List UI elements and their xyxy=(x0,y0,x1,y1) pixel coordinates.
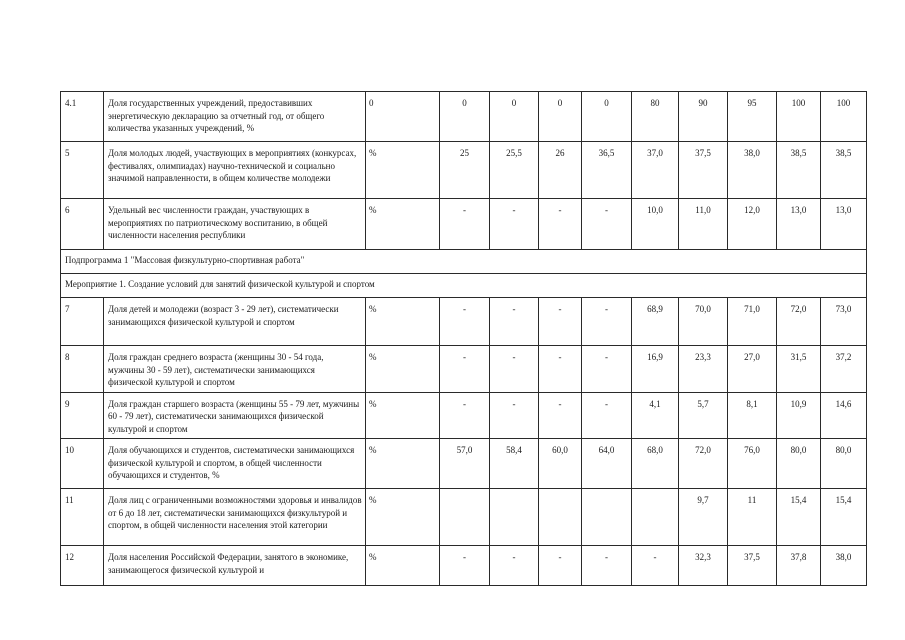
unit-cell: % xyxy=(366,142,440,199)
value-cell xyxy=(632,489,679,546)
value-cell: 37,0 xyxy=(632,142,679,199)
value-cell: 12,0 xyxy=(728,199,777,250)
indicator-name: Доля детей и молодежи (возраст 3 - 29 лет), систематически занимающихся физической культурой и спортом xyxy=(104,298,366,346)
value-cell: - xyxy=(490,546,539,586)
unit-cell: % xyxy=(366,346,440,393)
value-cell: - xyxy=(632,546,679,586)
value-cell: - xyxy=(539,199,582,250)
indicator-name: Доля граждан среднего возраста (женщины 30 - 54 года, мужчины 30 - 59 лет), систематически занимающихся физической культурой и спортом xyxy=(104,346,366,393)
value-cell: 0 xyxy=(440,92,490,142)
value-cell: 23,3 xyxy=(679,346,728,393)
value-cell: 32,3 xyxy=(679,546,728,586)
unit-cell: % xyxy=(366,199,440,250)
value-cell: 26 xyxy=(539,142,582,199)
value-cell: 73,0 xyxy=(821,298,867,346)
value-cell: 68,0 xyxy=(632,439,679,489)
value-cell: - xyxy=(440,346,490,393)
value-cell: - xyxy=(582,298,632,346)
table-row xyxy=(61,298,867,346)
value-cell: - xyxy=(539,392,582,439)
value-cell: 60,0 xyxy=(539,439,582,489)
value-cell: 36,5 xyxy=(582,142,632,199)
value-cell xyxy=(582,489,632,546)
table-row xyxy=(61,546,867,586)
value-cell: - xyxy=(582,346,632,393)
unit-cell: % xyxy=(366,439,440,489)
value-cell: 72,0 xyxy=(679,439,728,489)
row-number: 11 xyxy=(61,489,104,546)
value-cell: - xyxy=(490,346,539,393)
table-row xyxy=(61,439,867,489)
value-cell: 38,5 xyxy=(777,142,821,199)
value-cell: - xyxy=(440,546,490,586)
value-cell: - xyxy=(490,199,539,250)
value-cell: 80,0 xyxy=(821,439,867,489)
indicator-name: Доля обучающихся и студентов, систематически занимающихся физической культурой и спортом, в общей численности обучающихся и студентов, % xyxy=(104,439,366,489)
value-cell: - xyxy=(539,298,582,346)
section-title: Подпрограмма 1 "Массовая физкультурно-спортивная работа" xyxy=(61,250,867,274)
value-cell: 80 xyxy=(632,92,679,142)
value-cell: 14,6 xyxy=(821,392,867,439)
value-cell: 13,0 xyxy=(821,199,867,250)
value-cell: 64,0 xyxy=(582,439,632,489)
value-cell: 68,9 xyxy=(632,298,679,346)
value-cell: 10,9 xyxy=(777,392,821,439)
table-row xyxy=(61,392,867,439)
indicator-name: Доля молодых людей, участвующих в мероприятиях (конкурсах, фестивалях, олимпиадах) научно-технической и социально значимой направленности, в общем количестве молодежи xyxy=(104,142,366,199)
value-cell: 100 xyxy=(821,92,867,142)
value-cell: 13,0 xyxy=(777,199,821,250)
value-cell: - xyxy=(440,298,490,346)
value-cell: 0 xyxy=(490,92,539,142)
section-row xyxy=(61,250,867,274)
value-cell: 37,5 xyxy=(679,142,728,199)
value-cell: 15,4 xyxy=(821,489,867,546)
indicator-name: Удельный вес численности граждан, участвующих в мероприятиях по патриотическому воспитанию, в общей численности населения республики xyxy=(104,199,366,250)
value-cell: 90 xyxy=(679,92,728,142)
section-title: Мероприятие 1. Создание условий для занятий физической культурой и спортом xyxy=(61,274,867,298)
value-cell: 9,7 xyxy=(679,489,728,546)
value-cell: - xyxy=(490,392,539,439)
value-cell: 37,5 xyxy=(728,546,777,586)
indicator-name: Доля лиц с ограниченными возможностями здоровья и инвалидов от 6 до 18 лет, систематически занимающихся физкультурой и спортом, в общей численности населения этой категории xyxy=(104,489,366,546)
value-cell: 31,5 xyxy=(777,346,821,393)
row-number: 6 xyxy=(61,199,104,250)
value-cell: 37,2 xyxy=(821,346,867,393)
value-cell: 57,0 xyxy=(440,439,490,489)
row-number: 10 xyxy=(61,439,104,489)
value-cell: 11 xyxy=(728,489,777,546)
value-cell: 70,0 xyxy=(679,298,728,346)
value-cell: 38,5 xyxy=(821,142,867,199)
value-cell: 5,7 xyxy=(679,392,728,439)
row-number: 4.1 xyxy=(61,92,104,142)
value-cell: 95 xyxy=(728,92,777,142)
value-cell: - xyxy=(440,392,490,439)
value-cell: - xyxy=(539,346,582,393)
value-cell: 80,0 xyxy=(777,439,821,489)
value-cell: 76,0 xyxy=(728,439,777,489)
value-cell: - xyxy=(582,199,632,250)
row-number: 12 xyxy=(61,546,104,586)
section-row xyxy=(61,274,867,298)
table-row xyxy=(61,199,867,250)
value-cell: 25 xyxy=(440,142,490,199)
value-cell: 37,8 xyxy=(777,546,821,586)
indicator-name: Доля государственных учреждений, предоставивших энергетическую декларацию за отчетный год, от общего количества указанных учреждений, % xyxy=(104,92,366,142)
indicators-table xyxy=(60,91,867,586)
value-cell: 38,0 xyxy=(821,546,867,586)
table-row xyxy=(61,489,867,546)
value-cell: 11,0 xyxy=(679,199,728,250)
indicator-name: Доля населения Российской Федерации, занятого в экономике, занимающегося физической культурой и xyxy=(104,546,366,586)
row-number: 7 xyxy=(61,298,104,346)
row-number: 5 xyxy=(61,142,104,199)
value-cell: 72,0 xyxy=(777,298,821,346)
value-cell: 100 xyxy=(777,92,821,142)
value-cell xyxy=(440,489,490,546)
value-cell xyxy=(539,489,582,546)
value-cell: - xyxy=(582,392,632,439)
value-cell: 16,9 xyxy=(632,346,679,393)
value-cell: 25,5 xyxy=(490,142,539,199)
value-cell: 0 xyxy=(582,92,632,142)
value-cell: 38,0 xyxy=(728,142,777,199)
unit-cell: % xyxy=(366,546,440,586)
value-cell xyxy=(490,489,539,546)
value-cell: - xyxy=(539,546,582,586)
value-cell: - xyxy=(582,546,632,586)
value-cell: 15,4 xyxy=(777,489,821,546)
value-cell: 8,1 xyxy=(728,392,777,439)
table-row xyxy=(61,142,867,199)
table-body xyxy=(61,92,867,586)
table-row xyxy=(61,346,867,393)
unit-cell: 0 xyxy=(366,92,440,142)
indicator-name: Доля граждан старшего возраста (женщины 55 - 79 лет, мужчины 60 - 79 лет), систематически занимающихся физической культурой и спортом xyxy=(104,392,366,439)
unit-cell: % xyxy=(366,489,440,546)
unit-cell: % xyxy=(366,392,440,439)
value-cell: 27,0 xyxy=(728,346,777,393)
value-cell: 10,0 xyxy=(632,199,679,250)
value-cell: 4,1 xyxy=(632,392,679,439)
value-cell: - xyxy=(490,298,539,346)
row-number: 9 xyxy=(61,392,104,439)
value-cell: - xyxy=(440,199,490,250)
value-cell: 0 xyxy=(539,92,582,142)
row-number: 8 xyxy=(61,346,104,393)
table-row xyxy=(61,92,867,142)
value-cell: 58,4 xyxy=(490,439,539,489)
value-cell: 71,0 xyxy=(728,298,777,346)
unit-cell: % xyxy=(366,298,440,346)
